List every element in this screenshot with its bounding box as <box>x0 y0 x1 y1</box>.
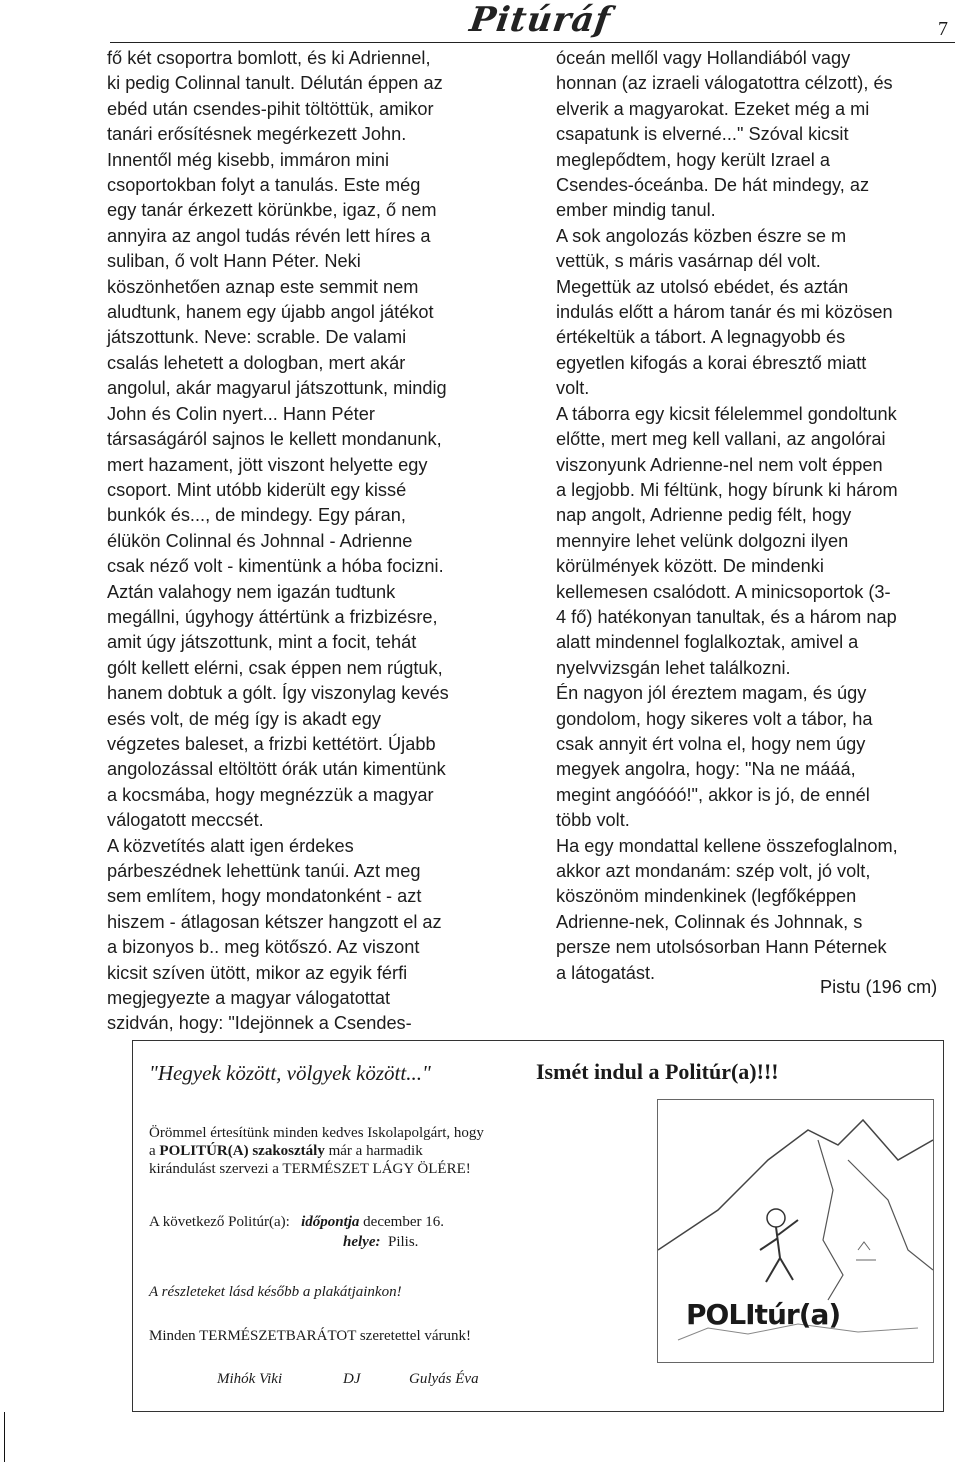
left-column-line: megjegyezte a magyar válogatottat <box>107 988 391 1009</box>
left-column-line: hanem dobtuk a gólt. Így viszonylag kevés <box>107 683 449 704</box>
left-column-line: ebéd után csendes-pihit töltöttük, amikor <box>107 98 434 119</box>
politura-logo-illustration <box>657 1099 934 1363</box>
right-column-line: ember mindig tanul. <box>556 200 716 221</box>
next-trip-label: A következő Politúr(a): <box>149 1214 290 1230</box>
intro-line-2 <box>149 1142 589 1160</box>
left-column-line: Aztán valahogy nem igazán tudtunk <box>107 581 396 602</box>
right-column-line: Csendes-óceánba. De hát mindegy, az <box>556 175 870 196</box>
right-column-line: csak annyit ért volna el, hogy nem úgy <box>556 733 866 754</box>
left-column-line: csoportokban folyt a tanulás. Este még <box>107 175 421 196</box>
right-column-line: alatt mindennel foglalkoztak, amivel a <box>556 632 859 653</box>
left-column-line: köszönhetően aznap este semmit nem <box>107 276 419 297</box>
right-column-line: nyelvvizsgán lehet találkozni. <box>556 657 791 678</box>
right-column-line: Megettük az utolsó ebédet, és aztán <box>556 276 849 297</box>
left-column-line: megállni, úgyhogy áttértünk a frizbizésre, <box>107 606 438 627</box>
intro-line-2-pre: a <box>149 1143 160 1159</box>
left-column-line: fő két csoportra bomlott, és ki Adriennel, <box>107 48 431 68</box>
left-column-line: Innentől még kisebb, immáron mini <box>107 149 390 170</box>
intro-line-3: kirándulást szervezi a TERMÉSZET LÁGY ÖLÉRE! <box>149 1161 471 1177</box>
left-column-line: esés volt, de még így is akadt egy <box>107 708 381 729</box>
announcement-title: "Hegyek között, völgyek között..." <box>149 1061 431 1085</box>
right-column-line: kellemesen csalódott. A minicsoportok (3- <box>556 581 891 602</box>
margin-mark <box>4 1412 5 1462</box>
left-column-line: John és Colin nyert... Hann Péter <box>107 403 375 424</box>
next-trip-line <box>149 1213 444 1231</box>
right-column-line: 4 fő) hatékonyan tanultak, és a három nap <box>556 606 897 627</box>
intro-club-name: POLITÚR(A) <box>159 1143 249 1159</box>
article-signature: Pistu (196 cm) <box>820 977 938 997</box>
left-column-line: mert hazament, jött viszont helyette egy <box>107 454 428 475</box>
right-column-line: volt. <box>556 378 590 399</box>
right-column-line: a látogatást. <box>556 962 656 983</box>
right-column-line: A táborra egy kicsit félelemmel gondoltunk <box>556 403 897 424</box>
right-column-line: gondolom, hogy sikeres volt a tábor, ha <box>556 708 873 729</box>
right-column-line: csapatunk is elverné..." Szóval kicsit <box>556 124 849 145</box>
signer-3: Gulyás Éva <box>409 1371 479 1387</box>
right-column-line: körülmények között. De mindenki <box>556 556 824 577</box>
page-number: 7 <box>938 18 948 40</box>
intro-line-1: Örömmel értesítünk minden kedves Iskolapolgárt, hogy <box>149 1125 484 1141</box>
left-column-line: szidván, hogy: "Idejönnek a Csendes- <box>107 1013 412 1034</box>
left-column-line: annyira az angol tudás révén lett híres a <box>107 225 431 246</box>
left-column-line: bunkók és..., de mindegy. Egy páran, <box>107 505 406 526</box>
left-column <box>107 46 527 1037</box>
announcement-intro <box>149 1124 589 1178</box>
announcement-headline: Ismét indul a Politúr(a)!!! <box>536 1059 779 1084</box>
right-column-line: nap angolt, Adrienne pedig félt, hogy <box>556 505 852 526</box>
right-column-line: viszonyunk Adrienne-nel nem volt éppen <box>556 454 883 475</box>
masthead-logo: Pitúráf <box>467 0 614 40</box>
announcement-details: A részleteket lásd később a plakátjainkon! <box>149 1284 402 1300</box>
left-column-line: hiszem - átlagosan kétszer hangzott el az <box>107 911 442 932</box>
announcement-box <box>132 1040 944 1412</box>
right-column-line: persze nem utolsósorban Hann Péternek <box>556 937 887 958</box>
left-column-line: csak néző volt - kimentünk a hóba focizni. <box>107 556 444 577</box>
header-rule <box>110 42 955 43</box>
right-column-line: Ha egy mondattal kellene összefoglalnom, <box>556 835 898 856</box>
left-column-line: játszottunk. Neve: scrable. De valami <box>107 327 407 348</box>
left-column-line: társaságáról sajnos le kellett mondanunk, <box>107 429 442 450</box>
left-column-line: aludtunk, hanem egy újabb angol játékot <box>107 302 434 323</box>
left-column-line: élükön Colinnal és Johnnal - Adrienne <box>107 530 413 551</box>
left-column-line: csalás lehetett a dologban, mert akár <box>107 352 406 373</box>
right-column-line: akkor azt mondanám: szép volt, jó volt, <box>556 861 871 881</box>
right-column-line: óceán mellől vagy Hollandiából vagy <box>556 48 851 68</box>
right-column-line: több volt. <box>556 810 630 831</box>
left-column-line: párbeszédnek lehettünk tanúi. Azt meg <box>107 861 421 881</box>
place-line <box>343 1233 418 1251</box>
left-column-line: ki pedig Colinnal tanult. Délután éppen az <box>107 73 443 94</box>
right-column-line: Én nagyon jól éreztem magam, és úgy <box>556 683 867 704</box>
right-column <box>556 46 956 986</box>
left-column-line: kicsit szíven ütött, mikor az egyik férfi <box>107 962 408 983</box>
right-column-line: vettük, s máris vasárnap dél volt. <box>556 251 821 272</box>
left-column-line: suliban, ő volt Hann Péter. Neki <box>107 251 361 272</box>
left-column-line: amit úgy játszottunk, mint a focit, tehát <box>107 632 417 653</box>
left-column-line: A közvetítés alatt igen érdekes <box>107 835 354 856</box>
right-column-line: A sok angolozás közben észre se m <box>556 225 847 246</box>
right-column-line: megint angóóóó!", akkor is jó, de ennél <box>556 784 870 805</box>
left-column-line: csoport. Mint utóbb kiderült egy kissé <box>107 479 407 500</box>
right-column-line: a legjobb. Mi féltünk, hogy bírunk ki három <box>556 479 898 500</box>
right-column-line: értékeltük a tábort. A legnagyobb és <box>556 327 846 348</box>
signer-1: Mihók Viki <box>217 1371 283 1387</box>
intro-line-2-post: már a harmadik <box>324 1143 423 1159</box>
left-column-line: végzetes baleset, a frizbi kettétört. Újabb <box>107 733 436 754</box>
right-column-line: köszönöm mindenkinek (legfőképpen <box>556 886 857 907</box>
date-label: időpontja <box>301 1214 360 1230</box>
right-column-line: mennyire lehet velünk dolgozni ilyen <box>556 530 849 551</box>
right-column-line: Adrienne-nek, Colinnak és Johnnak, s <box>556 911 863 932</box>
left-column-line: sem említem, hogy mondatonként - azt <box>107 886 422 907</box>
left-column-line: gólt kellett elérni, csak éppen nem rúgtuk, <box>107 657 443 678</box>
right-column-line: honnan (az izraeli válogatottra célzott), és <box>556 73 893 94</box>
right-column-line: indulás előtt a három tanár és mi közösen <box>556 302 893 323</box>
logo-text: POLItúr(a) <box>686 1298 841 1331</box>
right-column-line: egyetlen kifogás a korai ébresztő miatt <box>556 352 867 373</box>
left-column-line: a bizonyos b.. meg kötőszó. Az viszont <box>107 937 420 958</box>
right-column-line: megyek angolra, hogy: "Na ne mááá, <box>556 759 856 780</box>
left-column-line: angolul, akár magyarul játszottunk, mindig <box>107 378 447 399</box>
right-column-line: előtte, mert meg kell vallani, az angolórai <box>556 429 886 450</box>
left-column-line: egy tanár érkezett körünkbe, igaz, ő nem <box>107 200 437 221</box>
right-column-line: elverik a magyarokat. Ezeket még a mi <box>556 98 870 119</box>
signer-2: DJ <box>343 1371 361 1387</box>
date-value: december 16. <box>363 1214 444 1230</box>
left-column-line: a kocsmába, hogy megnézzük a magyar <box>107 784 434 805</box>
left-column-line: angolozással eltöltött órák után kimentünk <box>107 759 446 780</box>
announcement-invite: Minden TERMÉSZETBARÁTOT szeretettel várunk! <box>149 1328 472 1344</box>
place-label: helye: <box>343 1234 381 1250</box>
place-value: Pilis. <box>387 1234 419 1250</box>
left-column-line: válogatott meccsét. <box>107 810 264 831</box>
right-column-line: meglepődtem, hogy került Izrael a <box>556 149 830 170</box>
intro-section: szakosztály <box>252 1143 325 1159</box>
left-column-line: tanári erősítésnek megérkezett John. <box>107 124 407 145</box>
